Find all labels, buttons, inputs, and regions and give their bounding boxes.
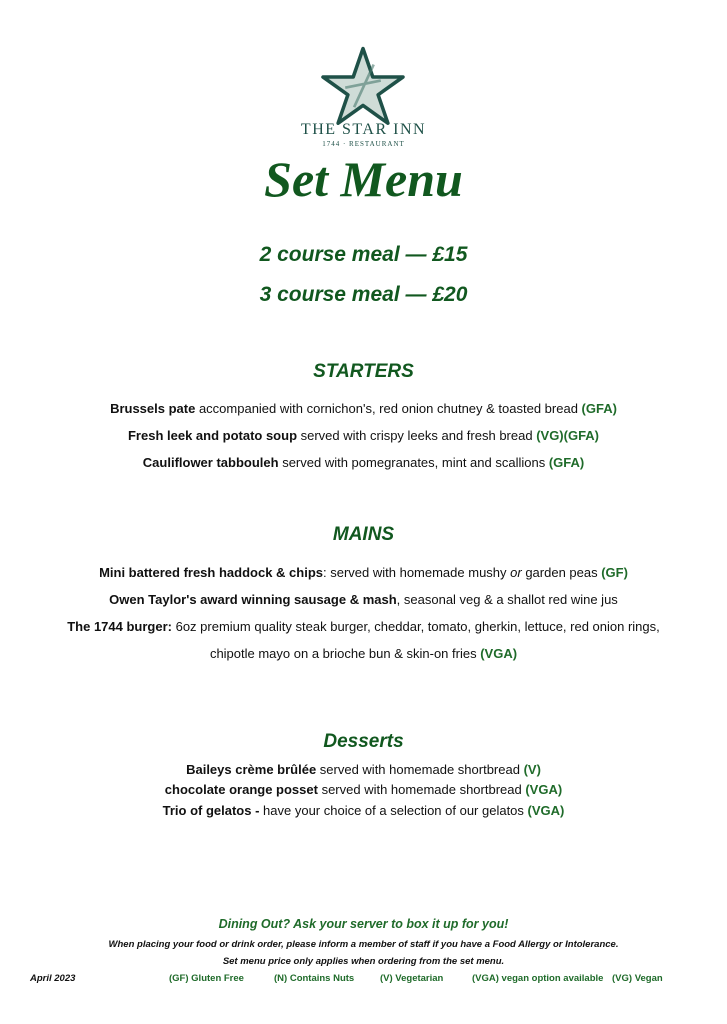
diet-tag: (VGA) (527, 803, 565, 818)
dish-name: Fresh leek and potato soup (127, 428, 298, 443)
dish-desc: served with crispy leeks and fresh bread (297, 428, 537, 443)
main-item-continued (0, 646, 727, 661)
starter-item (0, 401, 727, 416)
diet-tag: (VG)(GFA) (536, 428, 600, 443)
starter-item (0, 455, 727, 470)
legend-n: (N) Contains Nuts (274, 973, 355, 984)
mains-heading: MAINS (332, 524, 395, 545)
dish-desc: : served with homemade mushy (323, 565, 511, 580)
page-title: Set Menu (264, 151, 463, 207)
dessert-item (0, 803, 727, 818)
starter-item (0, 428, 727, 443)
dish-desc: garden peas (521, 565, 602, 580)
main-item (0, 565, 727, 580)
dish-name: Owen Taylor's award winning sausage & mash (109, 592, 397, 607)
dish-desc-emphasis: or (510, 565, 522, 580)
dish-name: Cauliflower tabbouleh (142, 455, 279, 470)
brand-subtitle: 1744 · RESTAURANT (322, 140, 405, 148)
dish-desc: 6oz premium quality steak burger, cheddar, tomato, gherkin, lettuce, red onion rings, (171, 619, 660, 634)
main-item (0, 619, 727, 634)
dish-desc: accompanied with cornichon's, red onion chutney & toasted bread (195, 401, 582, 416)
dessert-item (0, 762, 727, 777)
menu-date: April 2023 (30, 973, 76, 984)
main-item (0, 592, 727, 607)
set-menu-note: Set menu price only applies when ordering from the set menu. (222, 956, 505, 967)
diet-tag: (V) (523, 762, 541, 777)
starters-heading: STARTERS (313, 361, 414, 382)
dish-desc: chipotle mayo on a brioche bun & skin-on fries (209, 646, 481, 661)
price-two-course: 2 course meal — £15 (259, 243, 468, 266)
price-three-course: 3 course meal — £20 (259, 283, 468, 306)
diet-tag: (GF) (601, 565, 628, 580)
legend-vg: (VG) Vegan (612, 973, 663, 984)
diet-tag: (GFA) (581, 401, 617, 416)
dish-name: Brussels pate (110, 401, 196, 416)
legend-v: (V) Vegetarian (380, 973, 444, 984)
dish-name: Mini battered fresh haddock & chips (99, 565, 323, 580)
legend-gf: (GF) Gluten Free (169, 973, 244, 984)
dish-desc: served with pomegranates, mint and scallions (278, 455, 549, 470)
diet-tag: (VGA) (480, 646, 518, 661)
diet-tag: (GFA) (548, 455, 585, 470)
dish-desc: , seasonal veg & a shallot red wine jus (396, 592, 618, 607)
dish-desc: served with homemade shortbread (317, 782, 526, 797)
dish-name: Baileys crème brûlée (186, 762, 317, 777)
dish-name: Trio of gelatos - (162, 803, 260, 818)
brand-name: THE STAR INN (300, 121, 427, 138)
legend-vga: (VGA) vegan option available (472, 973, 604, 984)
dish-name: chocolate orange posset (164, 782, 318, 797)
legend-row (0, 973, 727, 987)
star-logo-icon (318, 45, 408, 125)
takeaway-note: Dining Out? Ask your server to box it up for you! (218, 917, 509, 931)
allergy-note: When placing your food or drink order, please inform a member of staff if you have a Food Allergy or Intolerance. (108, 939, 619, 950)
desserts-heading: Desserts (323, 731, 404, 752)
diet-tag: (VGA) (525, 782, 563, 797)
dish-desc: have your choice of a selection of our gelatos (259, 803, 528, 818)
dish-name: The 1744 burger: (67, 619, 172, 634)
dessert-item (0, 782, 727, 797)
dish-desc: served with homemade shortbread (316, 762, 524, 777)
